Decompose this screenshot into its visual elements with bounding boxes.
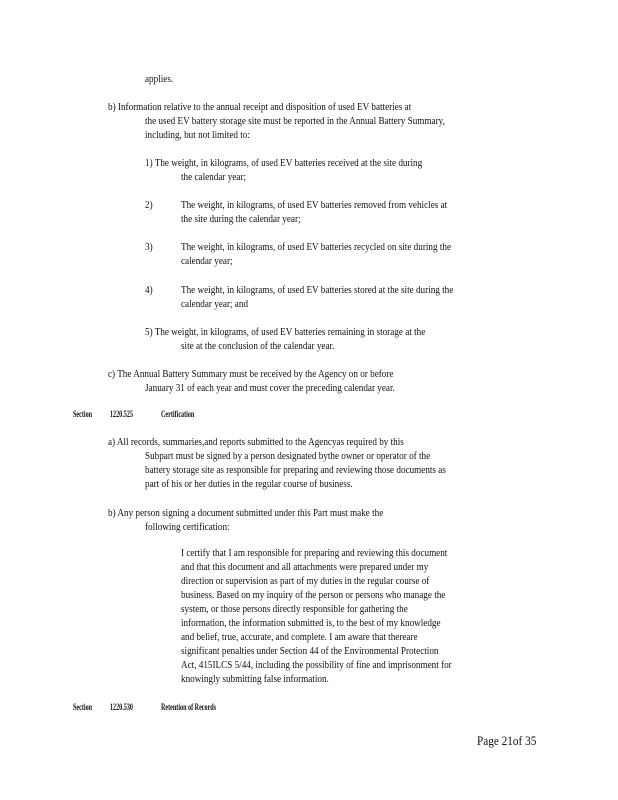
list-item-4-line-2: calendar year; and <box>181 299 249 310</box>
cert-a-line-2: Subpart must be signed by a person designated bythe owner or operator of the <box>145 451 431 462</box>
list-item-2-line-1: The weight, in kilograms, of used EV batteries removed from vehicles at <box>181 200 448 211</box>
quote-line: knowingly submitting false information. <box>181 674 329 685</box>
item-b-line-3: including, but not limited to: <box>145 130 250 141</box>
cert-b-line-1: b) Any person signing a document submitted under this Part must make the <box>108 508 384 519</box>
list-item-3-line-2: calendar year; <box>181 256 233 267</box>
section-530-number: 1220.530 <box>110 702 133 712</box>
quote-line: direction or supervision as part of my duties in the regular course of <box>181 576 430 587</box>
quote-line: I certify that I am responsible for preparing and reviewing this document <box>181 548 448 559</box>
list-item-3-number: 3) <box>145 242 153 253</box>
quote-line: significant penalties under Section 44 of the Environmental Protection <box>181 646 439 657</box>
section-530-title: Retention of Records <box>161 702 217 712</box>
section-525-title: Certification <box>161 409 195 419</box>
list-item-1-line-1: 1) The weight, in kilograms, of used EV batteries received at the site during <box>145 158 423 169</box>
quote-line: business. Based on my inquiry of the person or persons who manage the <box>181 590 446 601</box>
list-item-2-line-2: the site during the calendar year; <box>181 214 301 225</box>
quote-line: system, or those persons directly responsible for gathering the <box>181 604 408 615</box>
list-item-1-line-2: the calendar year; <box>181 172 246 183</box>
list-item-4-number: 4) <box>145 285 153 296</box>
section-525-number: 1220.525 <box>110 409 133 419</box>
section-525-word: Section <box>73 409 93 419</box>
intro-line: applies. <box>145 74 174 85</box>
quote-line: Act, 415ILCS 5/44, including the possibility of fine and imprisonment for <box>181 660 452 671</box>
quote-line: and belief, true, accurate, and complete. I am aware that thereare <box>181 632 418 643</box>
list-item-2-number: 2) <box>145 200 153 211</box>
section-530-word: Section <box>73 702 93 712</box>
item-b-line-2: the used EV battery storage site must be reported in the Annual Battery Summary, <box>145 116 445 127</box>
list-item-3-line-1: The weight, in kilograms, of used EV batteries recycled on site during the <box>181 242 452 253</box>
cert-a-line-1: a) All records, summaries,and reports submitted to the Agencyas required by this <box>108 437 404 448</box>
item-c-line-1: c) The Annual Battery Summary must be received by the Agency on or before <box>108 369 394 380</box>
cert-a-line-4: part of his or her duties in the regular course of business. <box>145 479 353 490</box>
cert-b-line-2: following certification: <box>145 522 230 533</box>
page-number: Page 21of 35 <box>477 734 537 748</box>
item-b-line-1: b) Information relative to the annual receipt and disposition of used EV batteries at <box>108 102 412 113</box>
quote-line: and that this document and all attachments were prepared under my <box>181 562 429 573</box>
cert-a-line-3: battery storage site as responsible for preparing and reviewing those documents as <box>145 465 446 476</box>
list-item-4-line-1: The weight, in kilograms, of used EV batteries stored at the site during the <box>181 285 454 296</box>
list-item-5-line-2: site at the conclusion of the calendar year. <box>181 341 335 352</box>
item-c-line-2: January 31 of each year and must cover the preceding calendar year. <box>145 383 395 394</box>
list-item-5-line-1: 5) The weight, in kilograms, of used EV batteries remaining in storage at the <box>145 327 426 338</box>
quote-line: information, the information submitted is, to the best of my knowledge <box>181 618 441 629</box>
